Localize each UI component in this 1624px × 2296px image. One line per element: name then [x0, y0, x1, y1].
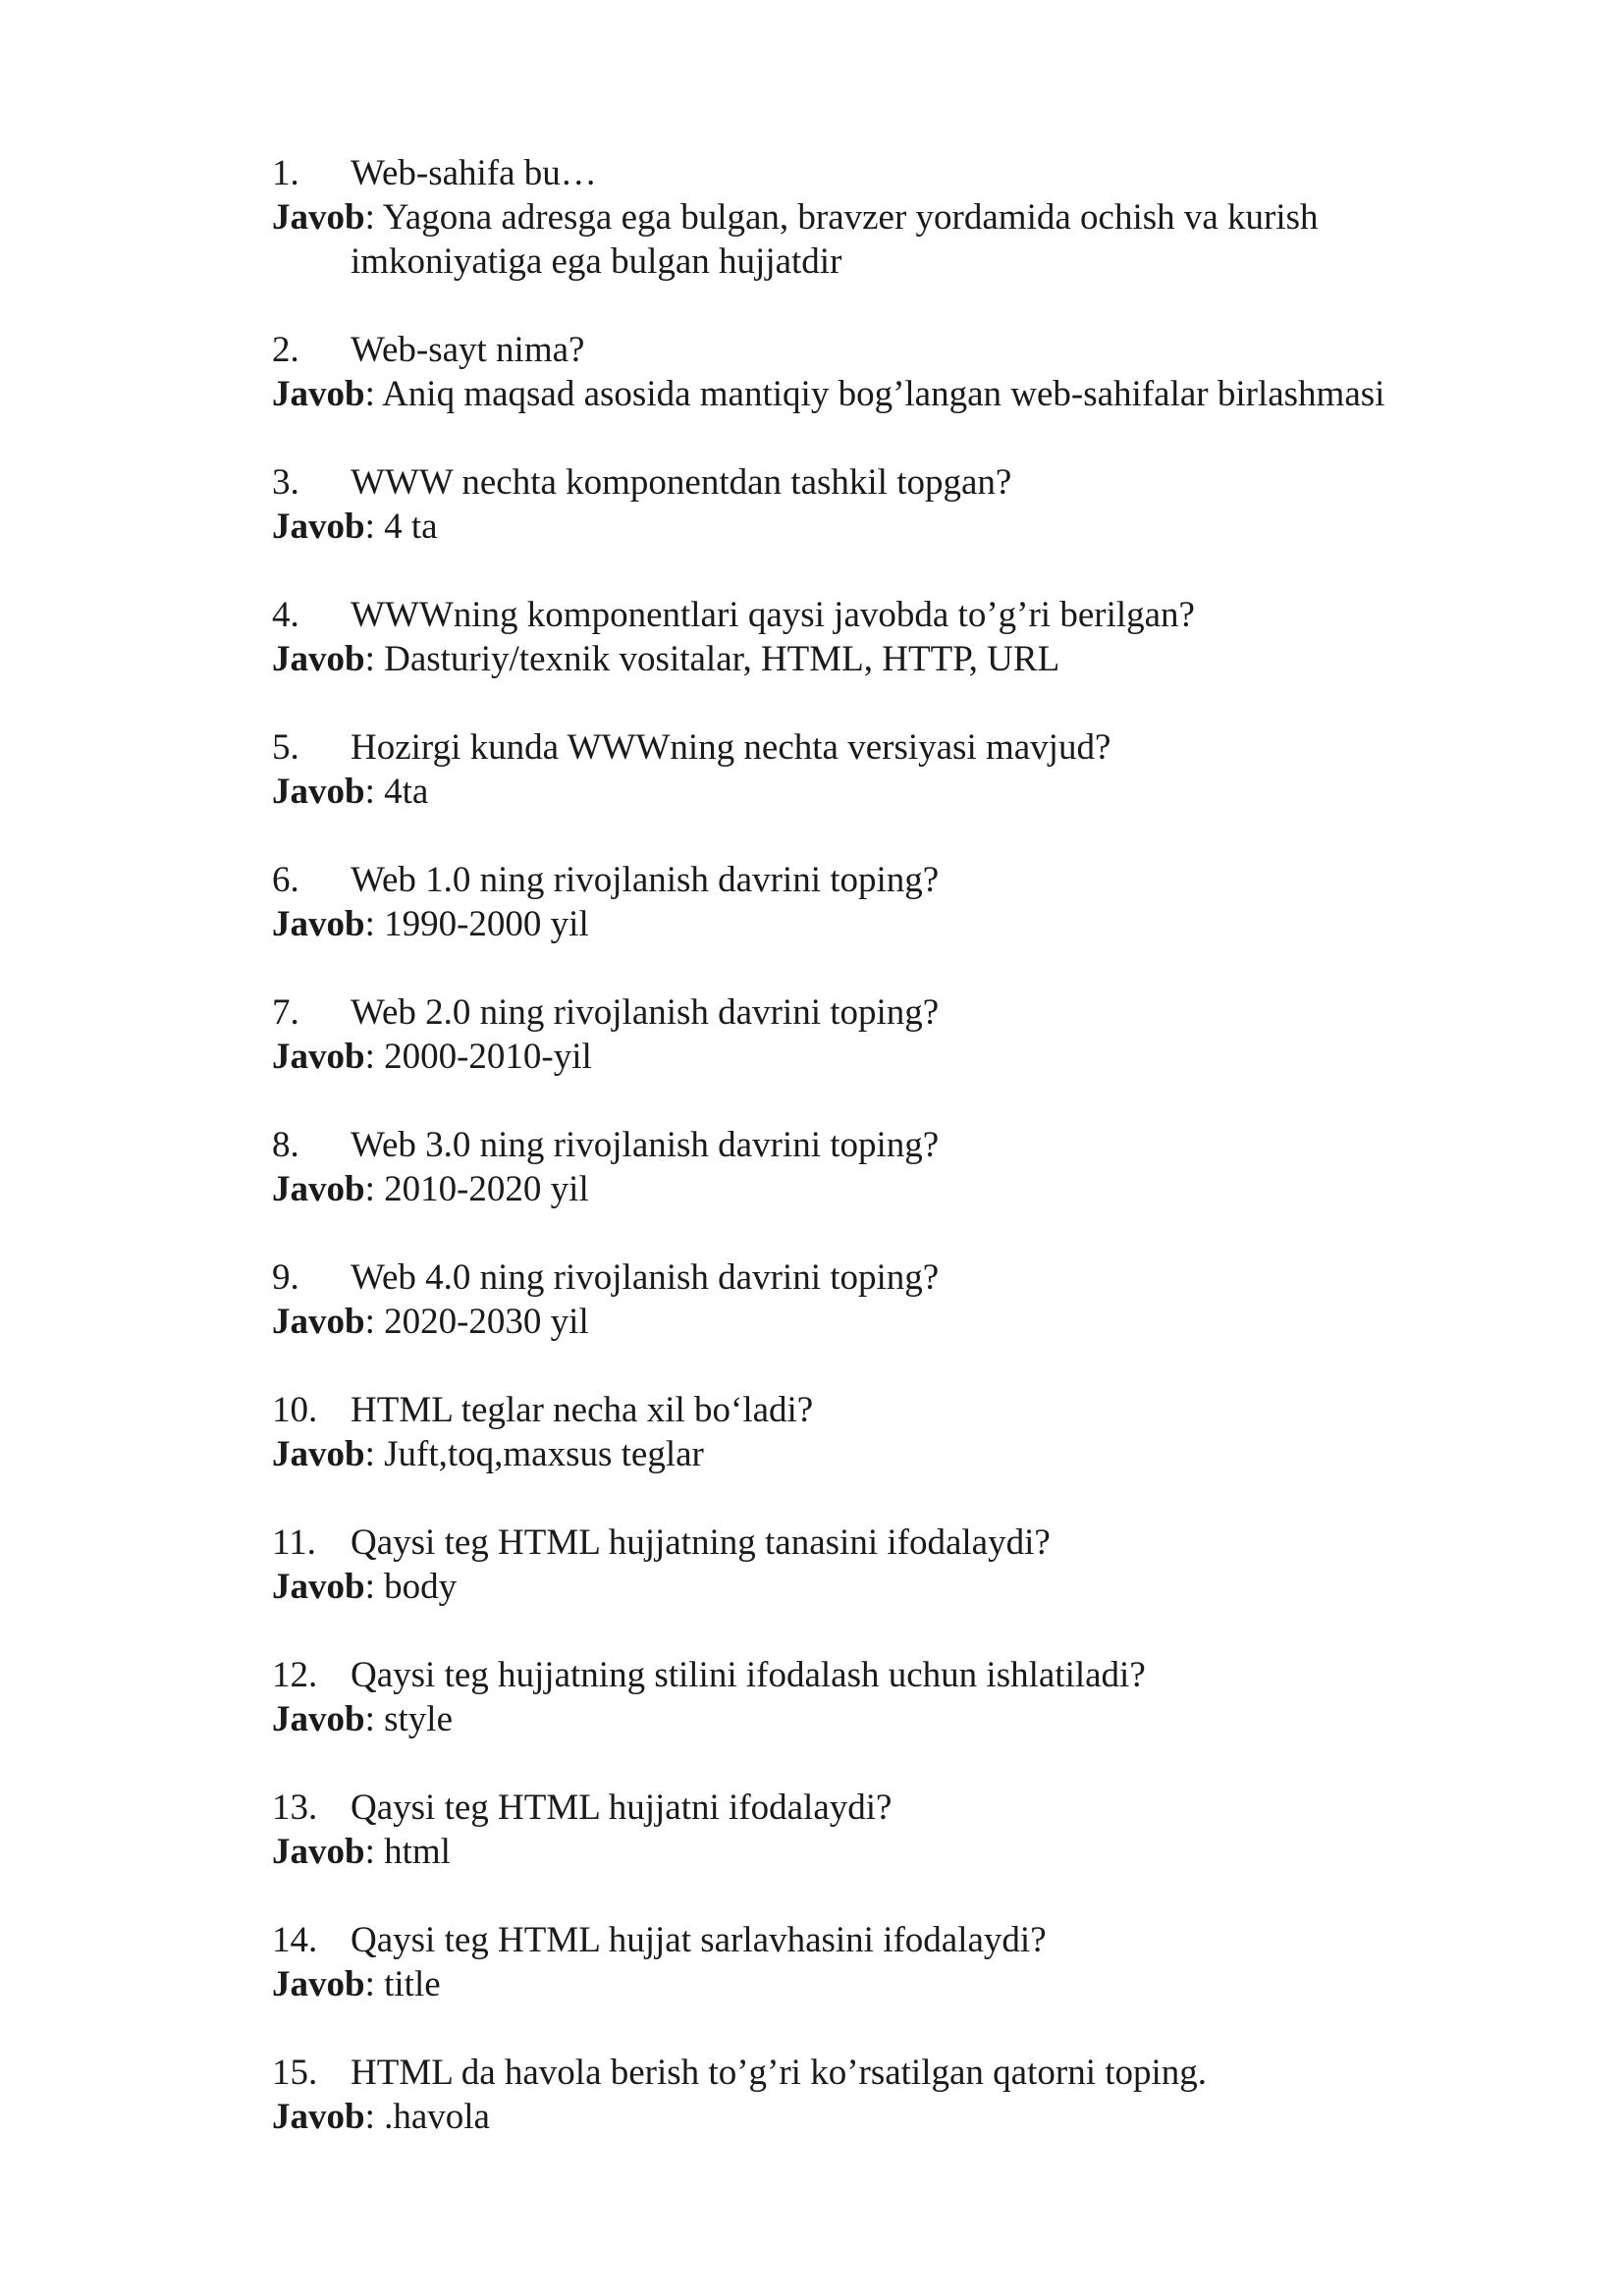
question-text: WWWning komponentlari qaysi javobda to’g’ri berilgan?: [351, 595, 1195, 635]
answer-label: Javob: [272, 197, 365, 238]
answer-text: body: [384, 1567, 458, 1607]
answer: Javob: Aniq maqsad asosida mantiqiy bog’langan web-sahifalar birlashmasi: [272, 374, 1385, 414]
qa-item: [272, 1786, 1499, 1918]
answer-label: Javob: [272, 1699, 365, 1739]
qa-item: [272, 593, 1499, 725]
answer-text: Juft,toq,maxsus teglar: [384, 1434, 704, 1474]
question-number: 1.: [272, 153, 299, 193]
question: [272, 1786, 1499, 1830]
qa-item: [272, 1521, 1499, 1653]
question-text: Web-sahifa bu…: [351, 153, 597, 193]
answer: Javob: Yagona adresga ega bulgan, bravzer yordamida ochish va kurish imkoniyatiga ega bulgan hujjatdir: [272, 197, 1319, 282]
question-number: 15.: [272, 2053, 318, 2093]
qa-item: [272, 2051, 1499, 2183]
answer-text: 1990-2000 yil: [384, 904, 589, 944]
question-text: Qaysi teg HTML hujjatni ifodalaydi?: [351, 1788, 893, 1828]
answer-label: Javob: [272, 1832, 365, 1872]
answer-label: Javob: [272, 507, 365, 547]
question-number: 9.: [272, 1257, 299, 1298]
answer-label: Javob: [272, 1037, 365, 1077]
answer-label: Javob: [272, 1964, 365, 2004]
question-text: Hozirgi kunda WWWning nechta versiyasi mavjud?: [351, 727, 1111, 768]
question-number: 6.: [272, 860, 299, 900]
answer-label: Javob: [272, 374, 365, 414]
answer-text: Aniq maqsad asosida mantiqiy bog’langan web-sahifalar birlashmasi: [382, 374, 1385, 414]
question-text: Qaysi teg HTML hujjatning tanasini ifodalaydi?: [351, 1522, 1051, 1563]
answer-text: 4ta: [384, 772, 429, 812]
answer-text: 2000-2010-yil: [384, 1037, 592, 1077]
answer-label: Javob: [272, 1567, 365, 1607]
question-text: Web 1.0 ning rivojlanish davrini toping?: [351, 860, 940, 900]
question-number: 13.: [272, 1788, 318, 1828]
answer: Javob: 2020-2030 yil: [272, 1302, 589, 1342]
question: [272, 1388, 1499, 1432]
question-list: [272, 151, 1499, 2183]
question-number: 8.: [272, 1125, 299, 1165]
question-number: 3.: [272, 462, 299, 503]
question-number: 14.: [272, 1920, 318, 1960]
answer: Javob: 1990-2000 yil: [272, 904, 589, 944]
answer: Javob: html: [272, 1832, 451, 1872]
answer-text: 2020-2030 yil: [384, 1302, 589, 1342]
answer-label: Javob: [272, 1302, 365, 1342]
qa-item: [272, 858, 1499, 990]
answer: Javob: Juft,toq,maxsus teglar: [272, 1434, 704, 1474]
qa-item: [272, 460, 1499, 593]
answer-label: Javob: [272, 904, 365, 944]
question-text: Web 2.0 ning rivojlanish davrini toping?: [351, 992, 940, 1033]
question-number: 2.: [272, 330, 299, 370]
answer-label: Javob: [272, 1434, 365, 1474]
answer: Javob: 4ta: [272, 772, 429, 812]
question-number: 5.: [272, 727, 299, 768]
answer: Javob: Dasturiy/texnik vositalar, HTML, HTTP, URL: [272, 639, 1060, 679]
question: [272, 151, 1499, 195]
question: [272, 1521, 1499, 1565]
question: [272, 328, 1499, 372]
answer: Javob: 2010-2020 yil: [272, 1169, 589, 1209]
question: [272, 2051, 1499, 2095]
answer: Javob: 4 ta: [272, 507, 438, 547]
qa-item: [272, 1255, 1499, 1388]
qa-item: [272, 151, 1499, 328]
question: [272, 1123, 1499, 1167]
question-text: HTML da havola berish to’g’ri ko’rsatilgan qatorni toping.: [351, 2053, 1208, 2093]
answer-label: Javob: [272, 1169, 365, 1209]
answer-text: title: [384, 1964, 441, 2004]
answer-label: Javob: [272, 772, 365, 812]
answer-label: Javob: [272, 639, 365, 679]
answer-label: Javob: [272, 2097, 365, 2137]
answer-text: html: [384, 1832, 451, 1872]
question-number: 7.: [272, 992, 299, 1033]
answer-text: Yagona adresga ega bulgan, bravzer yordamida ochish va kurish imkoniyatiga ega bulgan hujjatdir: [351, 197, 1319, 282]
answer: Javob: .havola: [272, 2097, 490, 2137]
qa-item: [272, 328, 1499, 460]
question-number: 11.: [272, 1522, 316, 1563]
question-number: 4.: [272, 595, 299, 635]
answer: Javob: 2000-2010-yil: [272, 1037, 592, 1077]
answer-text: .havola: [384, 2097, 490, 2137]
answer-text: style: [384, 1699, 453, 1739]
question: [272, 990, 1499, 1035]
question: [272, 1653, 1499, 1697]
question: [272, 1255, 1499, 1300]
question: [272, 460, 1499, 505]
answer-text: Dasturiy/texnik vositalar, HTML, HTTP, URL: [384, 639, 1060, 679]
question: [272, 858, 1499, 902]
qa-item: [272, 1123, 1499, 1255]
question-text: Qaysi teg HTML hujjat sarlavhasini ifodalaydi?: [351, 1920, 1047, 1960]
qa-item: [272, 1653, 1499, 1786]
question: [272, 725, 1499, 770]
question-text: Web-sayt nima?: [351, 330, 585, 370]
question-text: HTML teglar necha xil bo‘ladi?: [351, 1390, 814, 1430]
qa-item: [272, 990, 1499, 1123]
qa-item: [272, 725, 1499, 858]
question: [272, 1918, 1499, 1962]
answer-text: 4 ta: [384, 507, 438, 547]
answer: Javob: title: [272, 1964, 441, 2004]
question-text: Web 3.0 ning rivojlanish davrini toping?: [351, 1125, 940, 1165]
question-text: WWW nechta komponentdan tashkil topgan?: [351, 462, 1012, 503]
question-number: 10.: [272, 1390, 318, 1430]
answer: Javob: style: [272, 1699, 453, 1739]
qa-item: [272, 1388, 1499, 1521]
question: [272, 593, 1499, 637]
answer: Javob: body: [272, 1567, 458, 1607]
answer-text: 2010-2020 yil: [384, 1169, 589, 1209]
question-number: 12.: [272, 1655, 318, 1695]
qa-item: [272, 1918, 1499, 2051]
question-text: Web 4.0 ning rivojlanish davrini toping?: [351, 1257, 940, 1298]
question-text: Qaysi teg hujjatning stilini ifodalash uchun ishlatiladi?: [351, 1655, 1146, 1695]
